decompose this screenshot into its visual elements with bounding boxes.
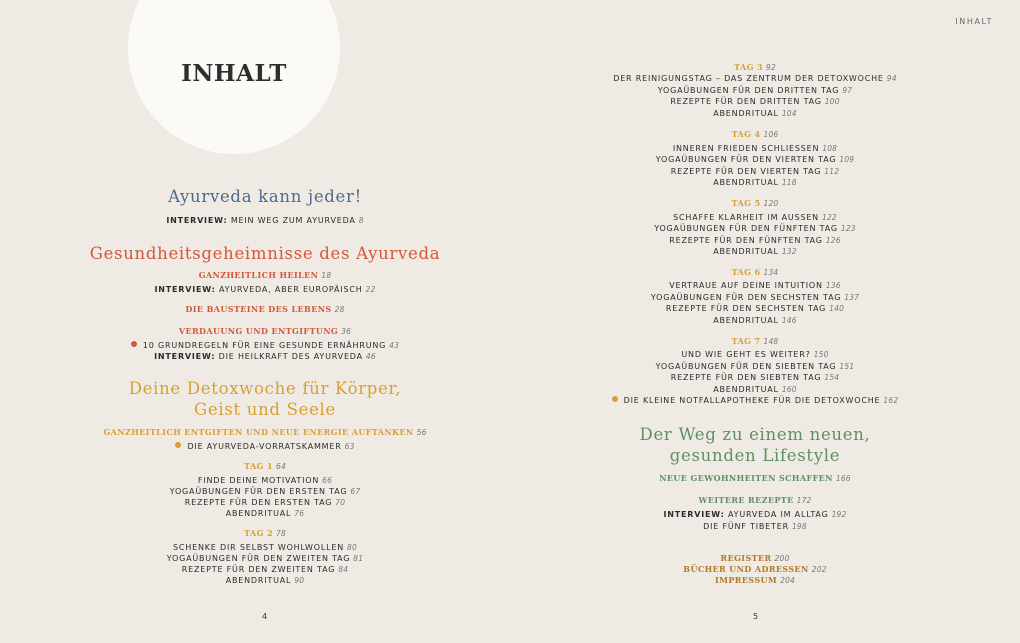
appendix-text: REGISTER — [720, 553, 772, 563]
toc-day-heading[interactable] — [555, 62, 955, 73]
entry-text: VERTRAUE AUF DEINE INTUITION — [669, 281, 823, 290]
toc-subsection[interactable] — [65, 304, 465, 315]
page-number: 132 — [781, 247, 797, 256]
toc-entry[interactable] — [555, 143, 955, 154]
entry-text: DIE HEILKRAFT DES AYURVEDA — [218, 352, 363, 361]
toc-entry[interactable] — [65, 542, 465, 553]
page-number: 123 — [840, 224, 856, 233]
page-number: 150 — [813, 350, 829, 359]
toc-day-heading[interactable] — [555, 267, 955, 278]
page-number: 92 — [765, 63, 776, 72]
toc-subsection[interactable] — [65, 326, 465, 337]
entry-text: MEIN WEG ZUM AYURVEDA — [230, 216, 356, 225]
section-title-gesundheitsgeheimnisse: Gesundheitsgeheimnisse des Ayurveda — [89, 244, 441, 263]
page-number: 84 — [338, 565, 349, 574]
subsection-text: WEITERE REZEPTE — [698, 495, 794, 505]
entry-text: REZEPTE FÜR DEN FÜNFTEN TAG — [669, 236, 823, 245]
entry-text: REZEPTE FÜR DEN DRITTEN TAG — [670, 97, 822, 106]
entry-text: DIE AYURVEDA-VORRATSKAMMER — [187, 442, 342, 451]
subsection-text: GANZHEITLICH ENTGIFTEN UND NEUE ENERGIE AUFTANKEN — [103, 427, 414, 437]
toc-entry[interactable] — [65, 441, 465, 452]
entry-text: AYURVEDA, ABER EUROPÄISCH — [219, 285, 363, 294]
entry-text: ABENDRITUAL — [713, 109, 779, 118]
interview-label: INTERVIEW: — [166, 216, 228, 225]
toc-entry[interactable] — [555, 246, 955, 257]
page-number: 66 — [322, 476, 333, 485]
entry-text: 10 GRUNDREGELN FÜR EINE GESUNDE ERNÄHRUNG — [142, 341, 387, 350]
entry-text: INNEREN FRIEDEN SCHLIESSEN — [672, 144, 820, 153]
day-text: TAG 4 — [731, 129, 761, 139]
page-number: 63 — [344, 442, 355, 451]
page-number: 106 — [763, 130, 779, 139]
entry-text: YOGAÜBUNGEN FÜR DEN SIEBTEN TAG — [655, 362, 837, 371]
toc-entry[interactable] — [555, 85, 955, 96]
page-number: 192 — [831, 510, 847, 519]
entry-text: YOGAÜBUNGEN FÜR DEN ZWEITEN TAG — [166, 554, 351, 563]
toc-entry[interactable] — [555, 303, 955, 314]
section-title-ayurveda-kann-jeder: Ayurveda kann jeder! — [168, 187, 362, 206]
toc-subsection[interactable] — [555, 473, 955, 484]
section-title-lifestyle-line2: gesunden Lifestyle — [669, 446, 841, 465]
entry-text: ABENDRITUAL — [713, 316, 779, 325]
page-number: 198 — [791, 522, 807, 531]
toc-entry[interactable] — [555, 521, 955, 532]
toc-entry[interactable] — [555, 96, 955, 107]
page-number: 137 — [844, 293, 860, 302]
day-text: TAG 5 — [731, 198, 761, 208]
toc-entry[interactable] — [65, 284, 465, 295]
page-number: 146 — [781, 316, 797, 325]
subsection-text: NEUE GEWOHNHEITEN SCHAFFEN — [659, 473, 833, 483]
toc-appendix-books[interactable] — [555, 564, 955, 575]
toc-entry[interactable] — [65, 553, 465, 564]
page-number: 148 — [763, 337, 779, 346]
toc-entry[interactable] — [65, 215, 465, 226]
page-number: 81 — [353, 554, 364, 563]
toc-entry[interactable] — [555, 280, 955, 291]
page-number: 100 — [824, 97, 840, 106]
page-number: 64 — [275, 462, 286, 471]
page-number: 140 — [829, 304, 845, 313]
page-number: 18 — [321, 271, 332, 280]
entry-text: YOGAÜBUNGEN FÜR DEN ERSTEN TAG — [169, 487, 348, 496]
page-number: 94 — [886, 74, 897, 83]
toc-entry[interactable] — [65, 475, 465, 486]
day-text: TAG 6 — [731, 267, 761, 277]
toc-entry[interactable] — [555, 509, 955, 520]
page-number: 28 — [334, 305, 345, 314]
page-number: 160 — [781, 385, 797, 394]
section-title-detoxwoche-line1: Deine Detoxwoche für Körper, — [128, 379, 402, 398]
toc-day-heading[interactable] — [555, 336, 955, 347]
toc-entry[interactable] — [555, 292, 955, 303]
entry-text: REZEPTE FÜR DEN ERSTEN TAG — [184, 498, 333, 507]
page-number: 8 — [358, 216, 364, 225]
toc-entry[interactable] — [555, 223, 955, 234]
entry-text: ABENDRITUAL — [225, 509, 292, 518]
toc-entry[interactable] — [555, 177, 955, 188]
toc-entry[interactable] — [555, 372, 955, 383]
page-number: 78 — [275, 529, 286, 538]
entry-text: REZEPTE FÜR DEN ZWEITEN TAG — [181, 565, 336, 574]
bullet-dot-icon — [131, 341, 137, 347]
appendix-text: IMPRESSUM — [714, 575, 778, 585]
appendix-text: BÜCHER UND ADRESSEN — [683, 564, 809, 574]
toc-entry[interactable] — [555, 154, 955, 165]
entry-text: SCHENKE DIR SELBST WOHLWOLLEN — [173, 543, 344, 552]
interview-label: INTERVIEW: — [154, 352, 216, 361]
entry-text: ABENDRITUAL — [713, 178, 779, 187]
page-number: 36 — [341, 327, 352, 336]
toc-entry[interactable] — [555, 73, 955, 84]
page-number: 172 — [796, 496, 812, 505]
toc-day-heading[interactable] — [65, 528, 465, 539]
page-number: 97 — [842, 86, 853, 95]
folio-left: 4 — [262, 612, 268, 621]
entry-text: UND WIE GEHT ES WEITER? — [681, 350, 811, 359]
toc-entry[interactable] — [555, 315, 955, 326]
toc-entry[interactable] — [555, 235, 955, 246]
section-title-lifestyle-line1: Der Weg zu einem neuen, — [639, 425, 871, 444]
page-number: 22 — [365, 285, 376, 294]
entry-text: DIE FÜNF TIBETER — [703, 522, 789, 531]
toc-day-heading[interactable] — [555, 129, 955, 140]
bullet-dot-icon — [612, 396, 618, 402]
page-title: INHALT — [181, 60, 287, 87]
entry-text: REZEPTE FÜR DEN SIEBTEN TAG — [670, 373, 822, 382]
toc-entry[interactable] — [65, 340, 465, 351]
toc-entry[interactable] — [555, 384, 955, 395]
page-number: 109 — [839, 155, 855, 164]
toc-entry[interactable] — [65, 575, 465, 586]
day-text: TAG 3 — [734, 62, 763, 72]
entry-text: YOGAÜBUNGEN FÜR DEN SECHSTEN TAG — [650, 293, 842, 302]
page-number: 134 — [763, 268, 779, 277]
entry-text: YOGAÜBUNGEN FÜR DEN DRITTEN TAG — [657, 86, 840, 95]
running-head: INHALT — [955, 17, 993, 26]
page-number: 90 — [294, 576, 305, 585]
page-number: 202 — [811, 565, 827, 574]
page-number: 162 — [883, 396, 899, 405]
page-number: 166 — [835, 474, 851, 483]
entry-text: ABENDRITUAL — [713, 247, 779, 256]
toc-entry[interactable] — [555, 108, 955, 119]
page-number: 67 — [350, 487, 361, 496]
entry-text: AYURVEDA IM ALLTAG — [728, 510, 829, 519]
toc-entry[interactable] — [555, 395, 955, 406]
folio-right: 5 — [753, 612, 759, 621]
entry-text: REZEPTE FÜR DEN VIERTEN TAG — [670, 167, 822, 176]
toc-subsection[interactable] — [65, 427, 465, 438]
toc-entry[interactable] — [65, 486, 465, 497]
page-number: 204 — [780, 576, 796, 585]
page-number: 118 — [781, 178, 797, 187]
page-number: 151 — [839, 362, 855, 371]
day-text: TAG 7 — [731, 336, 761, 346]
toc-entry[interactable] — [65, 351, 465, 362]
entry-text: ABENDRITUAL — [225, 576, 292, 585]
interview-label: INTERVIEW: — [154, 285, 216, 294]
entry-text: YOGAÜBUNGEN FÜR DEN FÜNFTEN TAG — [654, 224, 838, 233]
entry-text: DER REINIGUNGSTAG – DAS ZENTRUM DER DETOXWOCHE — [613, 74, 884, 83]
entry-text: REZEPTE FÜR DEN SECHSTEN TAG — [665, 304, 827, 313]
page-number: 80 — [346, 543, 357, 552]
page-number: 136 — [825, 281, 841, 290]
page-number: 154 — [824, 373, 840, 382]
day-text: TAG 2 — [244, 528, 273, 538]
toc-day-heading[interactable] — [65, 461, 465, 472]
page-number: 43 — [389, 341, 400, 350]
page-number: 70 — [335, 498, 346, 507]
page-number: 108 — [822, 144, 838, 153]
entry-text: YOGAÜBUNGEN FÜR DEN VIERTEN TAG — [655, 155, 837, 164]
page-number: 46 — [365, 352, 376, 361]
toc-subsection[interactable] — [65, 270, 465, 281]
page-number: 122 — [821, 213, 837, 222]
entry-text: ABENDRITUAL — [713, 385, 779, 394]
toc-day-heading[interactable] — [555, 198, 955, 209]
page-number: 200 — [774, 554, 790, 563]
day-text: TAG 1 — [244, 461, 273, 471]
subsection-text: DIE BAUSTEINE DES LEBENS — [185, 304, 332, 314]
toc-appendix-register[interactable] — [555, 553, 955, 564]
toc-entry[interactable] — [65, 508, 465, 519]
toc-entry[interactable] — [65, 497, 465, 508]
page-number: 76 — [294, 509, 305, 518]
toc-entry[interactable] — [65, 564, 465, 575]
toc-subsection[interactable] — [555, 495, 955, 506]
bullet-dot-icon — [175, 442, 181, 448]
toc-entry[interactable] — [555, 361, 955, 372]
toc-entry[interactable] — [555, 166, 955, 177]
page-number: 112 — [824, 167, 840, 176]
entry-text: SCHAFFE KLARHEIT IM AUSSEN — [673, 213, 819, 222]
subsection-text: VERDAUUNG UND ENTGIFTUNG — [178, 326, 339, 336]
toc-entry[interactable] — [555, 349, 955, 360]
toc-appendix-impressum[interactable] — [555, 575, 955, 586]
subsection-text: GANZHEITLICH HEILEN — [198, 270, 319, 280]
page-number: 126 — [825, 236, 841, 245]
entry-text: FINDE DEINE MOTIVATION — [197, 476, 320, 485]
page-number: 120 — [763, 199, 779, 208]
entry-text: DIE KLEINE NOTFALLAPOTHEKE FÜR DIE DETOXWOCHE — [623, 396, 881, 405]
toc-entry[interactable] — [555, 212, 955, 223]
page-number: 104 — [781, 109, 797, 118]
page-number: 56 — [416, 428, 427, 437]
section-title-detoxwoche-line2: Geist und Seele — [193, 400, 336, 419]
interview-label: INTERVIEW: — [663, 510, 725, 519]
